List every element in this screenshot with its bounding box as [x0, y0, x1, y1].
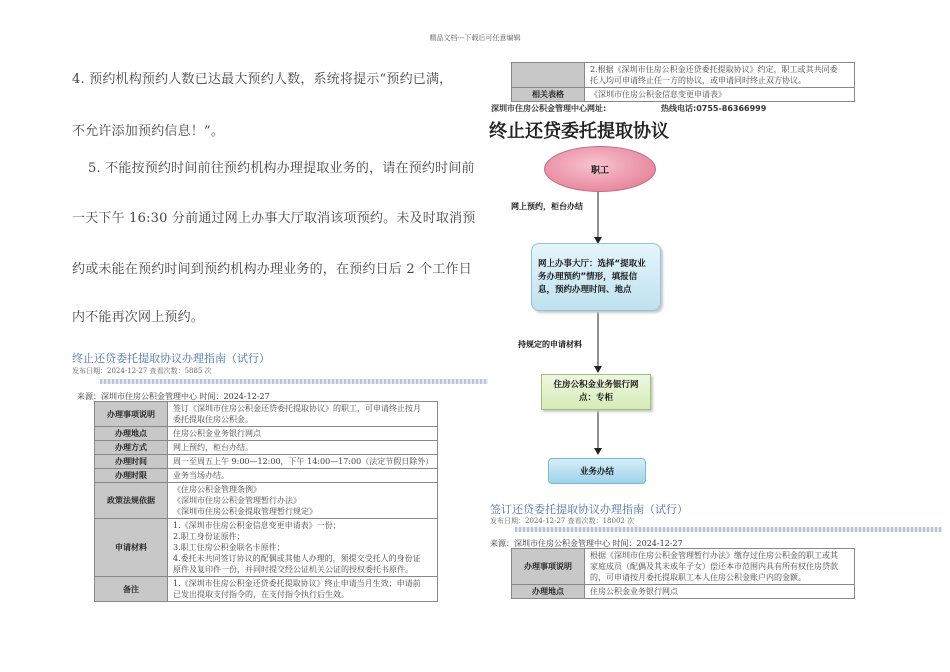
flowchart-arrows: [480, 140, 700, 500]
paragraph-line-2: 不允许添加预约信息！”。: [72, 124, 225, 139]
row-header: 办理方式: [95, 441, 168, 455]
table-row: [512, 585, 855, 599]
table-row: [95, 427, 438, 441]
guide2-meta: 发布日期：2024-12-27 查看次数：18002 次: [490, 517, 635, 525]
row-value: 2.根据《深圳市住房公积金还贷委托提取协议》约定，职工或其共同委 托人均可申请终止任一方的协议，或申请同时终止双方协议。: [585, 63, 855, 88]
guide2-separator: [515, 527, 942, 532]
paragraph-line-3: 5. 不能按预约时间前往预约机构办理提取业务的，请在预约时间前: [88, 161, 475, 176]
row-value: 《住房公积金管理条例》 《深圳市住房公积金管理暂行办法》 《深圳市住房公积金提取管理暂行规定》: [168, 483, 438, 519]
row-value: 网上预约，柜台办结。: [168, 441, 438, 455]
row-header: 政策法规依据: [95, 483, 168, 519]
guide1-separator: [100, 379, 488, 384]
guide2-source: 来源：深圳市住房公积金管理中心 时间：2024-12-27: [490, 539, 683, 548]
row-value: 周一至周五上午 9:00—12:00，下午 14:00—17:00（法定节假日除外）: [168, 455, 438, 469]
table-row: [95, 469, 438, 483]
hotline-label: 热线电话:0755-86366999: [661, 104, 767, 113]
flowchart-title: 终止还贷委托提取协议: [489, 121, 669, 142]
row-value: 住房公积金业务银行网点: [168, 427, 438, 441]
table-row: [95, 519, 438, 577]
paragraph-line-1: 4. 预约机构预约人数已达最大预约人数，系统将提示“预约已满，: [72, 72, 453, 87]
row-value: 业务当场办结。: [168, 469, 438, 483]
row-header: 备注: [95, 577, 168, 602]
row-header: 办理时间: [95, 455, 168, 469]
header-note: 精品文档---下载后可任意编辑: [429, 34, 521, 42]
guide1-source: 来源：深圳市住房公积金管理中心 时间：2024-12-27: [77, 392, 270, 401]
row-header: [512, 63, 585, 88]
row-header: 办理事项说明: [512, 549, 585, 585]
guide1-meta: 发布日期：2024-12-27 查看次数：5885 次: [72, 367, 212, 375]
table-row: [95, 455, 438, 469]
edge-label-online-booking: 网上预约，柜台办结: [511, 202, 583, 211]
node-done: 业务办结: [548, 458, 646, 484]
row-header: 申请材料: [95, 519, 168, 577]
table-row: [95, 441, 438, 455]
row-value: 住房公积金业务银行网点: [585, 585, 855, 599]
paragraph-line-5: 约或未能在预约时间到预约机构办理业务的，在预约日后 2 个工作日: [72, 262, 472, 277]
top-right-table: [511, 62, 855, 102]
guide1-table: [94, 401, 438, 602]
paragraph-line-4: 一天下午 16:30 分前通过网上办事大厅取消该项预约。未及时取消预: [72, 211, 476, 226]
row-value: 1.《深圳市住房公积金还贷委托提取协议》终止申请当月生效；申请前 已发出提取支付指令的，在支付指令执行后生效。: [168, 577, 438, 602]
row-value: 《深圳市住房公积金信息变更申请表》: [585, 88, 855, 102]
guide1-title[interactable]: 终止还贷委托提取协议办理指南（试行）: [72, 352, 270, 365]
table-row: [512, 88, 855, 102]
row-header: 办理事项说明: [95, 402, 168, 427]
node-online-hall: 网上办事大厅：选择“提取业务办理预约”情形，填报信息，预约办理时间、地点: [531, 243, 661, 311]
node-employee: 职工: [544, 146, 656, 192]
table-row: [95, 402, 438, 427]
row-value: 签订《深圳市住房公积金还贷委托提取协议》的职工，可申请终止按月 委托提取住房公积金。: [168, 402, 438, 427]
paragraph-line-6: 内不能再次网上预约。: [72, 310, 205, 325]
row-header: 相关表格: [512, 88, 585, 102]
row-header: 办理时限: [95, 469, 168, 483]
table-row: [512, 549, 855, 585]
guide2-table: [511, 548, 855, 599]
row-value: 根据《深圳市住房公积金管理暂行办法》缴存过住房公积金的职工或其 家庭成员（配偶及其未成年子女）偿还本市范围内具有所有权住房贷款 的，可申请按月委托提取职工本人住房公积金账户内的金额。: [585, 549, 855, 585]
guide2-title[interactable]: 签订还贷委托提取协议办理指南（试行）: [490, 503, 688, 516]
row-value: 1.《深圳市住房公积金信息变更申请表》一份； 2.职工身份证原件； 3.职工住房公积金联名卡原件； 4.委托未共同签订协议的配偶或其他人办理的，须提交受托人的身份证 原件及复印件一份，并同时提交经公证机关公证的授权委托书原件。: [168, 519, 438, 577]
node-bank-branch: 住房公积金业务银行网点：专柜: [541, 374, 651, 410]
table-row: [95, 577, 438, 602]
row-header: 办理地点: [95, 427, 168, 441]
edge-label-materials: 持规定的申请材料: [518, 340, 582, 349]
table-row: [95, 483, 438, 519]
row-header: 办理地点: [512, 585, 585, 599]
website-label: 深圳市住房公积金管理中心网址:: [491, 104, 607, 113]
table-row: [512, 63, 855, 88]
